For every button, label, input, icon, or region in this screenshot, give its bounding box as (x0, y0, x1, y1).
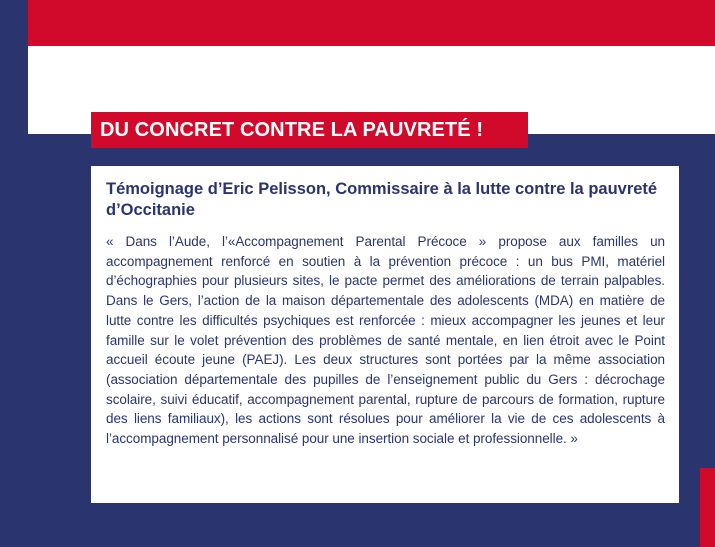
top-red-band (28, 0, 715, 46)
testimony-body: « Dans l’Aude, l’«Accompagnement Parental Précoce » propose aux familles un accompagnement renforcé en soutien à la prévention précoce : un bus PMI, matériel d’échographies pour plusieurs sites, le pacte permet des améliorations de terrain palpables. Dans le Gers, l’action de la maison départementale des adolescents (MDA) en matière de lutte contre les difficultés psychiques est renforcée : mieux accompagner les jeunes et leur famille sur le volet prévention des problèmes de santé mentale, en lien étroit avec le Point accueil écoute jeune (PAEJ). Les deux structures sont portées par la même association (association départementale des pupilles de l’enseignement public du Gers : décrochage scolaire, suivi éducatif, accompagnement parental, rupture de parcours de formation, rupture des liens familiaux), les actions sont résolues pour améliorer la vie de ces adolescents à l’accompagnement personnalisé pour une insertion sociale et professionnelle. » (106, 234, 665, 447)
section-label: DU CONCRET CONTRE LA PAUVRETÉ ! (91, 112, 528, 148)
bottom-right-red-accent (700, 468, 715, 547)
testimony-title: Témoignage d’Eric Pelisson, Commissaire à la lutte contre la pauvreté d’Occitanie (106, 180, 658, 219)
testimony-card (91, 166, 679, 503)
